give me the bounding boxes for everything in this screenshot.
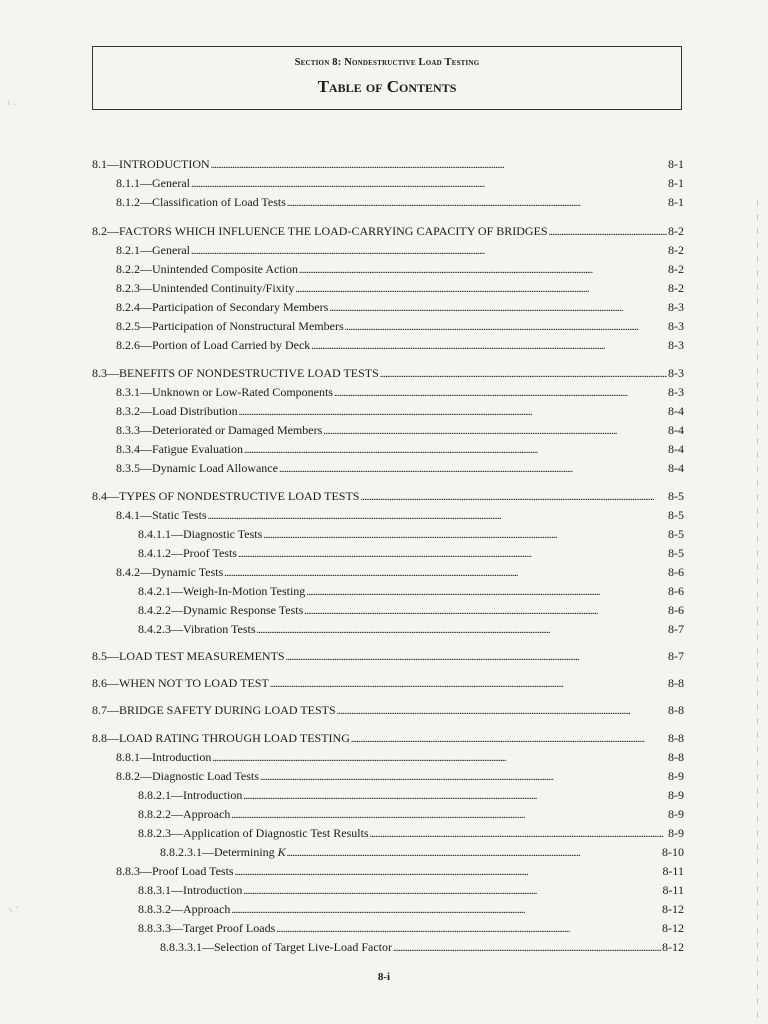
toc-entry-page: 8-5	[668, 489, 684, 503]
toc-entry	[116, 174, 684, 192]
toc-leader-dots	[351, 729, 667, 749]
toc-entry	[116, 459, 684, 477]
toc-entry	[92, 487, 684, 505]
toc-entry-page: 8-4	[668, 423, 684, 437]
toc-entry	[138, 786, 684, 804]
toc-leader-dots	[235, 862, 662, 882]
toc-entry	[160, 843, 684, 861]
toc-entry-title: 8.3—BENEFITS OF NONDESTRUCTIVE LOAD TESTS	[92, 366, 379, 380]
toc-entry-title: 8.3.5—Dynamic Load Allowance	[116, 461, 278, 475]
toc-entry	[116, 336, 684, 354]
toc-entry-title: 8.8.2.1—Introduction	[138, 788, 243, 802]
toc-entry	[116, 506, 684, 524]
toc-entry-title: 8.2.4—Participation of Secondary Members	[116, 300, 329, 314]
toc-entry	[92, 674, 684, 692]
toc-entry-page: 8-6	[668, 565, 684, 579]
toc-entry-page: 8-1	[668, 157, 684, 171]
toc-entry-title: 8.2.3—Unintended Continuity/Fixity	[116, 281, 295, 295]
toc-entry-page: 8-7	[668, 622, 684, 636]
toc-entry	[138, 881, 684, 899]
toc-leader-dots	[208, 506, 667, 526]
toc-entry	[116, 421, 684, 439]
toc-entry-page: 8-2	[668, 281, 684, 295]
toc-entry	[138, 900, 684, 918]
toc-entry-title: 8.4.2.1—Weigh-In-Motion Testing	[138, 584, 306, 598]
toc-entry-page: 8-12	[662, 921, 684, 935]
toc-leader-dots	[239, 402, 667, 422]
toc-entry-title: 8.3.1—Unknown or Low-Rated Components	[116, 385, 333, 399]
toc-entry-page: 8-7	[668, 649, 684, 663]
toc-entry	[92, 729, 684, 747]
toc-entry-title: 8.4.1.1—Diagnostic Tests	[138, 527, 263, 541]
toc-leader-dots	[191, 174, 667, 194]
toc-entry	[116, 563, 684, 581]
toc-entry-page: 8-1	[668, 176, 684, 190]
toc-entry-page: 8-4	[668, 404, 684, 418]
toc-entry-page: 8-3	[668, 385, 684, 399]
toc-leader-dots	[212, 748, 667, 768]
toc-entry-title: 8.8.3.2—Approach	[138, 902, 231, 916]
toc-entry-title: 8.8.3—Proof Load Tests	[116, 864, 234, 878]
toc-entry	[116, 317, 684, 335]
toc-entry-page: 8-3	[668, 319, 684, 333]
toc-entry	[92, 155, 684, 173]
toc-entry	[138, 601, 684, 619]
toc-entry-title: 8.8.3.3.1—Selection of Target Live-Load Factor	[160, 940, 392, 954]
toc-leader-dots	[287, 843, 661, 863]
toc-entry-title: 8.3.2—Load Distribution	[116, 404, 238, 418]
toc-entry-title: 8.7—BRIDGE SAFETY DURING LOAD TESTS	[92, 703, 336, 717]
toc-leader-dots	[370, 824, 667, 844]
toc-entry-page: 8-5	[668, 546, 684, 560]
toc-entry	[116, 748, 684, 766]
toc-entry	[116, 279, 684, 297]
toc-entry-page: 8-2	[668, 224, 684, 238]
toc-entry-title: 8.1—INTRODUCTION	[92, 157, 210, 171]
toc-entry-page: 8-9	[668, 769, 684, 783]
toc-entry	[116, 440, 684, 458]
toc-entry	[116, 383, 684, 401]
toc-entry	[160, 938, 684, 956]
toc-entry-title: 8.4.2.2—Dynamic Response Tests	[138, 603, 304, 617]
toc-leader-dots	[323, 421, 667, 441]
toc-leader-dots	[263, 525, 667, 545]
toc-entry-title: 8.4—TYPES OF NONDESTRUCTIVE LOAD TESTS	[92, 489, 360, 503]
toc-entry-title: 8.4.1—Static Tests	[116, 508, 207, 522]
toc-entry	[116, 241, 684, 259]
toc-leader-dots	[311, 336, 667, 356]
toc-entry-title: 8.4.2—Dynamic Tests	[116, 565, 224, 579]
toc-entry-page: 8-5	[668, 527, 684, 541]
toc-entry-page: 8-11	[662, 883, 684, 897]
toc-entry-page: 8-12	[662, 940, 684, 954]
toc-leader-dots	[260, 767, 667, 787]
toc-leader-dots	[304, 601, 667, 621]
toc-leader-dots	[211, 155, 667, 175]
toc-leader-dots	[299, 260, 667, 280]
toc-entry	[138, 919, 684, 937]
toc-entry	[116, 260, 684, 278]
toc-entry	[116, 193, 684, 211]
toc-entry-title: 8.4.2.3—Vibration Tests	[138, 622, 256, 636]
toc-entry-page: 8-1	[668, 195, 684, 209]
toc-entry-title: 8.3.3—Deteriorated or Damaged Members	[116, 423, 323, 437]
toc-entry-title: 8.8.2.3.1—Determining K	[160, 845, 286, 859]
toc-entry-title: 8.6—WHEN NOT TO LOAD TEST	[92, 676, 269, 690]
toc-entry-title: 8.1.1—General	[116, 176, 190, 190]
toc-leader-dots	[549, 222, 667, 242]
toc-leader-dots	[306, 582, 667, 602]
toc-entry	[116, 402, 684, 420]
toc-leader-dots	[243, 881, 661, 901]
toc-entry-title: 8.8.3.1—Introduction	[138, 883, 243, 897]
toc-entry-page: 8-5	[668, 508, 684, 522]
toc-entry-title: 8.2.6—Portion of Load Carried by Deck	[116, 338, 311, 352]
toc-entry-page: 8-2	[668, 243, 684, 257]
toc-entry-page: 8-11	[662, 864, 684, 878]
toc-entry	[138, 544, 684, 562]
toc-entry-page: 8-6	[668, 603, 684, 617]
toc-entry	[138, 582, 684, 600]
toc-leader-dots	[345, 317, 667, 337]
toc-entry	[92, 701, 684, 719]
toc-entry-page: 8-3	[668, 366, 684, 380]
toc-entry-page: 8-3	[668, 300, 684, 314]
toc-entry	[92, 222, 684, 240]
toc-entry-title: 8.8.2.2—Approach	[138, 807, 231, 821]
toc-leader-dots	[279, 459, 667, 479]
toc-entry-page: 8-8	[668, 750, 684, 764]
toc-leader-dots	[276, 919, 661, 939]
toc-entry	[138, 620, 684, 638]
toc-entry	[116, 298, 684, 316]
toc-entry-title: 8.2.2—Unintended Composite Action	[116, 262, 298, 276]
toc-leader-dots	[244, 440, 667, 460]
toc-entry-title: 8.2.5—Participation of Nonstructural Members	[116, 319, 344, 333]
toc-entry-title: 8.2—FACTORS WHICH INFLUENCE THE LOAD-CARRYING CAPACITY OF BRIDGES	[92, 224, 548, 238]
toc-entry-title: 8.2.1—General	[116, 243, 190, 257]
toc-entry-page: 8-8	[668, 703, 684, 717]
toc-entry-title: 8.8.3.3—Target Proof Loads	[138, 921, 276, 935]
toc-entry	[92, 647, 684, 665]
toc-leader-dots	[231, 900, 661, 920]
toc-leader-dots	[287, 193, 667, 213]
toc-leader-dots	[238, 544, 667, 564]
toc-entry-page: 8-2	[668, 262, 684, 276]
header-box	[92, 46, 682, 110]
scan-smudge: ⸜ ·	[8, 903, 19, 914]
toc-entry-title: 8.4.1.2—Proof Tests	[138, 546, 237, 560]
toc-leader-dots	[329, 298, 667, 318]
toc-leader-dots	[334, 383, 667, 403]
toc-entry-title: 8.8.1—Introduction	[116, 750, 212, 764]
toc-entry-title: 8.8.2—Diagnostic Load Tests	[116, 769, 259, 783]
toc-leader-dots	[295, 279, 667, 299]
toc-entry-page: 8-9	[668, 807, 684, 821]
toc-entry-title: 8.3.4—Fatigue Evaluation	[116, 442, 243, 456]
toc-entry	[116, 767, 684, 785]
toc-leader-dots	[337, 701, 667, 721]
toc-leader-dots	[286, 647, 667, 667]
toc-leader-dots	[257, 620, 667, 640]
toc-leader-dots	[224, 563, 667, 583]
toc-entry-title: 8.8—LOAD RATING THROUGH LOAD TESTING	[92, 731, 350, 745]
toc-entry	[116, 862, 684, 880]
variable-k: K	[277, 845, 286, 859]
toc-entry-page: 8-4	[668, 461, 684, 475]
toc-entry	[138, 805, 684, 823]
toc-entry-page: 8-12	[662, 902, 684, 916]
toc-entry-page: 8-8	[668, 676, 684, 690]
toc-leader-dots	[380, 364, 667, 384]
toc-entry-page: 8-6	[668, 584, 684, 598]
toc-entry-page: 8-4	[668, 442, 684, 456]
section-title: Section 8: Nondestructive Load Testing	[294, 57, 480, 68]
scan-smudge: ⁽ ·	[8, 100, 17, 111]
toc-entry-page: 8-9	[668, 826, 684, 840]
page-number: 8-i	[377, 971, 391, 983]
toc-entry-page: 8-8	[668, 731, 684, 745]
toc-entry-page: 8-3	[668, 338, 684, 352]
toc-leader-dots	[243, 786, 667, 806]
toc-entry-title: 8.5—LOAD TEST MEASUREMENTS	[92, 649, 285, 663]
toc-entry	[92, 364, 684, 382]
toc-entry-title: 8.1.2—Classification of Load Tests	[116, 195, 286, 209]
toc-entry	[138, 824, 684, 842]
toc-leader-dots	[270, 674, 667, 694]
toc-entry-page: 8-9	[668, 788, 684, 802]
toc-entry-page: 8-10	[662, 845, 684, 859]
toc-leader-dots	[191, 241, 667, 261]
toc-entry	[138, 525, 684, 543]
toc-leader-dots	[231, 805, 667, 825]
toc-title: Table of Contents	[317, 77, 457, 96]
toc-entry-title: 8.8.2.3—Application of Diagnostic Test Results	[138, 826, 369, 840]
toc-leader-dots	[393, 938, 661, 958]
scan-margin-mark	[757, 200, 758, 1020]
toc-leader-dots	[360, 487, 667, 507]
